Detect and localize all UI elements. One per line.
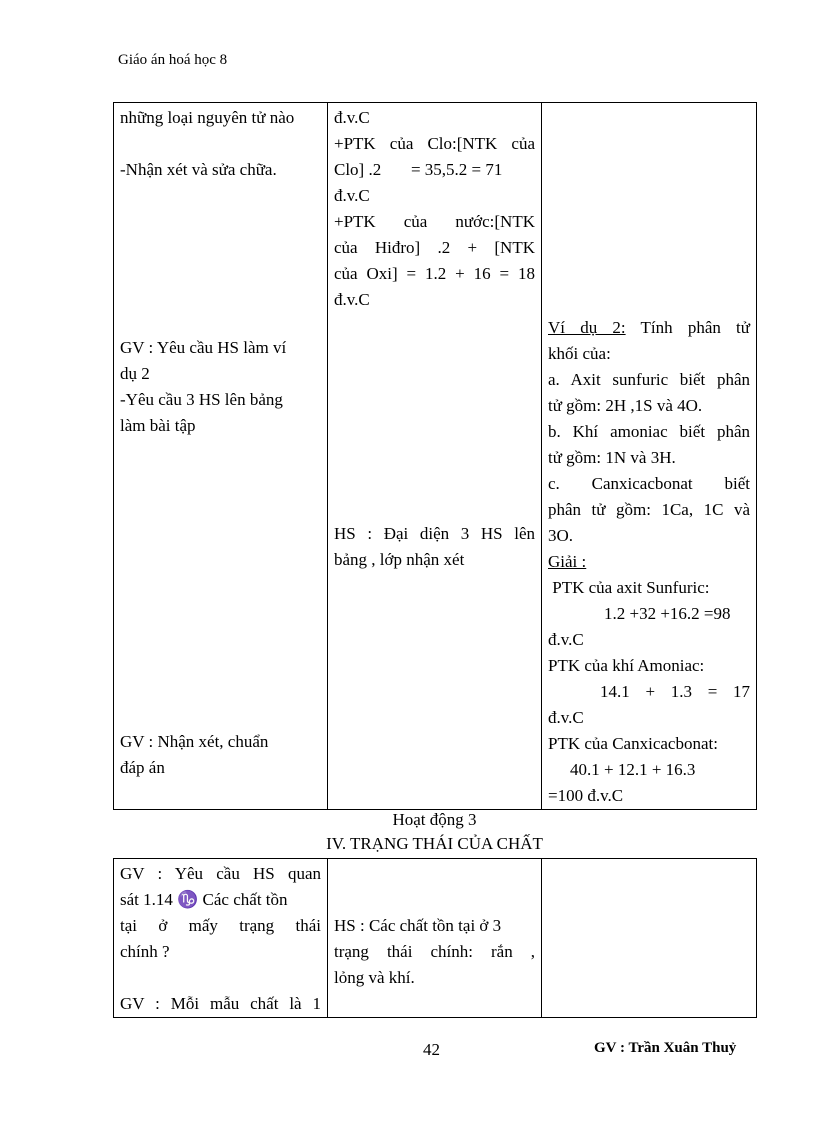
- lesson-table-continued: [113, 102, 757, 810]
- table-row: [114, 859, 757, 1018]
- text-line: đ.v.C: [548, 630, 584, 649]
- page-number: 42: [423, 1040, 440, 1059]
- student-activity-cell: [328, 103, 542, 810]
- text-line: [548, 315, 750, 341]
- text-line: của Oxi] = 1.2 + 16 = 18: [334, 264, 535, 283]
- text-line: a. Axit sunfuric biết phân: [548, 370, 750, 389]
- table-row: [114, 103, 757, 810]
- text-line: 40.1 + 12.1 + 16.3: [570, 760, 696, 779]
- text-line: GV : Mỗi mẫu chất là 1: [120, 994, 321, 1013]
- content-cell: [542, 103, 757, 810]
- text-line: trạng thái chính: rắn ,: [334, 942, 535, 961]
- text-line: sát 1.14 ♑ Các chất tồn: [120, 890, 288, 909]
- text-line: GV : Nhận xét, chuẩn: [120, 732, 269, 751]
- text-line: tại ở mấy trạng thái: [120, 916, 321, 935]
- text-line: làm bài tập: [120, 416, 196, 435]
- example-label: Ví dụ 2:: [548, 318, 626, 337]
- states-of-matter-table: [113, 858, 757, 1018]
- text-line: GV : Yêu cầu HS làm ví: [120, 338, 287, 357]
- text-line: 1.2 +32 +16.2 =98: [604, 604, 731, 623]
- text-line: PTK của khí Amoniac:: [548, 656, 705, 675]
- student-activity-cell: [328, 859, 542, 1018]
- content-cell: [542, 859, 757, 1018]
- text-line: -Nhận xét và sửa chữa.: [120, 160, 277, 179]
- text-line: PTK của axit Sunfuric:: [548, 578, 710, 597]
- text-line: tử gồm: 1N và 3H.: [548, 448, 676, 467]
- teacher-activity-cell: [114, 859, 328, 1018]
- text-line: c. Canxicacbonat biết: [548, 474, 750, 493]
- text-line: -Yêu cầu 3 HS lên bảng: [120, 390, 283, 409]
- text-line: những loại nguyên tử nào: [120, 108, 295, 127]
- text-line: PTK của Canxicacbonat:: [548, 734, 718, 753]
- text-line: GV : Yêu cầu HS quan: [120, 864, 321, 883]
- text-line: bảng , lớp nhận xét: [334, 550, 465, 569]
- text-line: dụ 2: [120, 364, 150, 383]
- text-line: b. Khí amoniac biết phân: [548, 422, 750, 441]
- text-line: Clo] .2 = 35,5.2 = 71: [334, 160, 503, 179]
- activity-title: Hoạt động 3: [392, 810, 477, 829]
- text-line: đ.v.C: [334, 290, 370, 309]
- text-line: của Hiđro] .2 + [NTK: [334, 238, 535, 257]
- text-line: lỏng và khí.: [334, 968, 415, 987]
- section-heading: IV. TRẠNG THÁI CỦA CHẤT: [326, 834, 543, 853]
- text-line: đ.v.C: [334, 186, 370, 205]
- text-line: 14.1 + 1.3 = 17: [600, 682, 750, 701]
- text-line: đáp án: [120, 758, 165, 777]
- text-line: phân tử gồm: 1Ca, 1C và: [548, 500, 750, 519]
- text-line: khối của:: [548, 344, 611, 363]
- solution-label: Giải :: [548, 552, 587, 571]
- page-header-title: Giáo án hoá học 8: [118, 52, 228, 68]
- teacher-name: GV : Trần Xuân Thuỷ: [594, 1040, 737, 1056]
- example-title: Tính phân tử: [625, 318, 750, 337]
- text-line: HS : Các chất tồn tại ở 3: [334, 916, 502, 935]
- text-line: tử gồm: 2H ,1S và 4O.: [548, 396, 703, 415]
- teacher-activity-cell: [114, 103, 328, 810]
- text-line: 3O.: [548, 526, 574, 545]
- text-line: +PTK của nước:[NTK: [334, 212, 535, 231]
- text-line: đ.v.C: [548, 708, 584, 727]
- text-line: chính ?: [120, 942, 170, 961]
- text-line: =100 đ.v.C: [548, 786, 624, 805]
- text-line: đ.v.C: [334, 108, 370, 127]
- text-line: +PTK của Clo:[NTK của: [334, 134, 535, 153]
- text-line: HS : Đại diện 3 HS lên: [334, 524, 535, 543]
